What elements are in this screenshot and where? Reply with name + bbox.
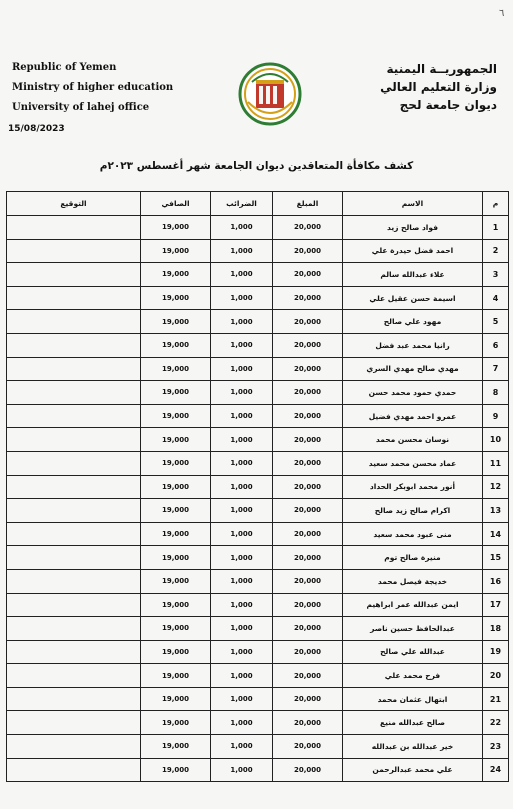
row-signature xyxy=(7,428,141,452)
row-signature xyxy=(7,617,141,641)
row-name: نوسان محسن محمد xyxy=(343,428,483,452)
row-tax: 1,000 xyxy=(211,735,273,759)
row-number: 24 xyxy=(483,758,509,782)
table-row xyxy=(7,499,509,523)
document-title: كشف مكافأة المتعاقدين ديوان الجامعة شهر أغسطس ٢٠٢٣م xyxy=(99,160,414,172)
row-name: أنور محمد ابوبكر الحداد xyxy=(343,475,483,499)
row-name: مهود علي صالح xyxy=(343,310,483,334)
table-row xyxy=(7,381,509,405)
university-emblem-icon xyxy=(238,62,302,126)
table-header-row xyxy=(7,192,509,216)
row-net: 19,000 xyxy=(141,711,211,735)
row-signature xyxy=(7,546,141,570)
row-net: 19,000 xyxy=(141,499,211,523)
row-signature xyxy=(7,286,141,310)
row-name: ايمن عبدالله عمر ابراهيم xyxy=(343,593,483,617)
page-number: ٦ xyxy=(499,8,505,19)
row-number: 17 xyxy=(483,593,509,617)
table-row xyxy=(7,286,509,310)
row-name: خديجة فيصل محمد xyxy=(343,569,483,593)
row-number: 20 xyxy=(483,664,509,688)
row-tax: 1,000 xyxy=(211,239,273,263)
row-signature xyxy=(7,263,141,287)
row-signature xyxy=(7,333,141,357)
row-name: عماد محسن محمد سعيد xyxy=(343,451,483,475)
row-signature xyxy=(7,381,141,405)
row-net: 19,000 xyxy=(141,216,211,240)
row-tax: 1,000 xyxy=(211,381,273,405)
row-name: صالح عبدالله منيع xyxy=(343,711,483,735)
table-row xyxy=(7,216,509,240)
row-name: حمدي حمود محمد حسن xyxy=(343,381,483,405)
row-name: فواد صالح زيد xyxy=(343,216,483,240)
row-amount: 20,000 xyxy=(273,593,343,617)
row-name: منيرة صالح توم xyxy=(343,546,483,570)
row-net: 19,000 xyxy=(141,286,211,310)
row-tax: 1,000 xyxy=(211,216,273,240)
row-number: 16 xyxy=(483,569,509,593)
row-amount: 20,000 xyxy=(273,263,343,287)
row-tax: 1,000 xyxy=(211,263,273,287)
row-signature xyxy=(7,499,141,523)
row-number: 10 xyxy=(483,428,509,452)
row-amount: 20,000 xyxy=(273,735,343,759)
row-number: 19 xyxy=(483,640,509,664)
payment-table xyxy=(6,191,509,782)
row-net: 19,000 xyxy=(141,404,211,428)
table-row xyxy=(7,522,509,546)
row-signature xyxy=(7,404,141,428)
row-net: 19,000 xyxy=(141,263,211,287)
row-net: 19,000 xyxy=(141,617,211,641)
table-row xyxy=(7,475,509,499)
document-date: 15/08/2023 xyxy=(8,124,65,134)
row-signature xyxy=(7,593,141,617)
row-net: 19,000 xyxy=(141,640,211,664)
row-name: مهدي صالح مهدي السري xyxy=(343,357,483,381)
row-net: 19,000 xyxy=(141,357,211,381)
table-row xyxy=(7,735,509,759)
row-tax: 1,000 xyxy=(211,333,273,357)
english-header-line-1: Republic of Yemen xyxy=(12,62,117,73)
row-tax: 1,000 xyxy=(211,499,273,523)
row-number: 8 xyxy=(483,381,509,405)
table-row xyxy=(7,711,509,735)
row-signature xyxy=(7,735,141,759)
row-tax: 1,000 xyxy=(211,593,273,617)
header-signature: التوقيع xyxy=(7,192,141,216)
row-tax: 1,000 xyxy=(211,286,273,310)
row-tax: 1,000 xyxy=(211,687,273,711)
row-net: 19,000 xyxy=(141,522,211,546)
row-number: 2 xyxy=(483,239,509,263)
row-amount: 20,000 xyxy=(273,758,343,782)
row-net: 19,000 xyxy=(141,687,211,711)
header-no: م xyxy=(483,192,509,216)
row-amount: 20,000 xyxy=(273,333,343,357)
row-tax: 1,000 xyxy=(211,758,273,782)
row-name: علاء عبدالله سالم xyxy=(343,263,483,287)
row-tax: 1,000 xyxy=(211,617,273,641)
row-tax: 1,000 xyxy=(211,310,273,334)
row-amount: 20,000 xyxy=(273,499,343,523)
row-amount: 20,000 xyxy=(273,546,343,570)
row-name: عبدالله علي صالح xyxy=(343,640,483,664)
row-number: 15 xyxy=(483,546,509,570)
row-signature xyxy=(7,687,141,711)
row-name: اسيمة حسن عقيل علي xyxy=(343,286,483,310)
row-amount: 20,000 xyxy=(273,617,343,641)
row-net: 19,000 xyxy=(141,428,211,452)
row-tax: 1,000 xyxy=(211,569,273,593)
arabic-header-line-2: وزارة التعليم العالي xyxy=(380,80,497,94)
row-number: 18 xyxy=(483,617,509,641)
table-body xyxy=(7,216,509,782)
row-amount: 20,000 xyxy=(273,451,343,475)
row-number: 22 xyxy=(483,711,509,735)
header-tax: الضرائب xyxy=(211,192,273,216)
table-row xyxy=(7,640,509,664)
english-header-line-2: Ministry of higher education xyxy=(12,82,174,93)
row-number: 13 xyxy=(483,499,509,523)
row-number: 5 xyxy=(483,310,509,334)
row-amount: 20,000 xyxy=(273,640,343,664)
row-number: 7 xyxy=(483,357,509,381)
row-amount: 20,000 xyxy=(273,357,343,381)
table-row xyxy=(7,404,509,428)
row-signature xyxy=(7,711,141,735)
table-row xyxy=(7,333,509,357)
row-number: 12 xyxy=(483,475,509,499)
table-row xyxy=(7,239,509,263)
arabic-header-line-1: الجمهوريــة اليمنية xyxy=(386,62,497,76)
row-name: ابتهال عثمان محمد xyxy=(343,687,483,711)
table-row xyxy=(7,357,509,381)
row-tax: 1,000 xyxy=(211,664,273,688)
row-amount: 20,000 xyxy=(273,522,343,546)
row-signature xyxy=(7,640,141,664)
row-amount: 20,000 xyxy=(273,475,343,499)
header-name: الاسم xyxy=(343,192,483,216)
row-signature xyxy=(7,451,141,475)
row-number: 14 xyxy=(483,522,509,546)
row-name: احمد فضل حيدرة علي xyxy=(343,239,483,263)
row-name: رانيا محمد عبد فضل xyxy=(343,333,483,357)
row-number: 9 xyxy=(483,404,509,428)
table-row xyxy=(7,428,509,452)
row-tax: 1,000 xyxy=(211,451,273,475)
table-row xyxy=(7,263,509,287)
row-net: 19,000 xyxy=(141,333,211,357)
row-signature xyxy=(7,664,141,688)
row-tax: 1,000 xyxy=(211,546,273,570)
english-letterhead xyxy=(12,58,173,118)
row-amount: 20,000 xyxy=(273,664,343,688)
row-name: علي محمد عبدالرحمن xyxy=(343,758,483,782)
row-name: اكرام صالح زيد صالح xyxy=(343,499,483,523)
table-row xyxy=(7,664,509,688)
row-signature xyxy=(7,758,141,782)
row-signature xyxy=(7,357,141,381)
row-tax: 1,000 xyxy=(211,711,273,735)
row-name: عمرو احمد مهدي فضيل xyxy=(343,404,483,428)
row-net: 19,000 xyxy=(141,475,211,499)
row-net: 19,000 xyxy=(141,239,211,263)
row-net: 19,000 xyxy=(141,593,211,617)
row-net: 19,000 xyxy=(141,664,211,688)
row-net: 19,000 xyxy=(141,569,211,593)
row-name: خير عبدالله بن عبدالله xyxy=(343,735,483,759)
row-number: 3 xyxy=(483,263,509,287)
table-row xyxy=(7,569,509,593)
table-row xyxy=(7,451,509,475)
row-signature xyxy=(7,310,141,334)
row-tax: 1,000 xyxy=(211,640,273,664)
row-amount: 20,000 xyxy=(273,687,343,711)
table-row xyxy=(7,593,509,617)
row-number: 1 xyxy=(483,216,509,240)
row-signature xyxy=(7,522,141,546)
table-row xyxy=(7,687,509,711)
row-signature xyxy=(7,475,141,499)
row-amount: 20,000 xyxy=(273,428,343,452)
row-net: 19,000 xyxy=(141,451,211,475)
row-amount: 20,000 xyxy=(273,711,343,735)
row-amount: 20,000 xyxy=(273,569,343,593)
row-name: فرح محمد علي xyxy=(343,664,483,688)
row-signature xyxy=(7,216,141,240)
arabic-header-line-3: ديوان جامعة لحج xyxy=(399,98,497,112)
row-number: 11 xyxy=(483,451,509,475)
header-amount: المبلغ xyxy=(273,192,343,216)
row-number: 21 xyxy=(483,687,509,711)
row-tax: 1,000 xyxy=(211,357,273,381)
table-row xyxy=(7,617,509,641)
table-row xyxy=(7,758,509,782)
row-signature xyxy=(7,569,141,593)
row-amount: 20,000 xyxy=(273,239,343,263)
row-name: منى عبود محمد سعيد xyxy=(343,522,483,546)
row-tax: 1,000 xyxy=(211,404,273,428)
row-tax: 1,000 xyxy=(211,522,273,546)
table-row xyxy=(7,546,509,570)
english-header-line-3: University of lahej office xyxy=(12,102,150,113)
table-row xyxy=(7,310,509,334)
row-number: 23 xyxy=(483,735,509,759)
row-signature xyxy=(7,239,141,263)
row-number: 6 xyxy=(483,333,509,357)
header-net: الصافي xyxy=(141,192,211,216)
row-net: 19,000 xyxy=(141,546,211,570)
row-net: 19,000 xyxy=(141,758,211,782)
row-amount: 20,000 xyxy=(273,381,343,405)
row-amount: 20,000 xyxy=(273,404,343,428)
row-net: 19,000 xyxy=(141,381,211,405)
row-tax: 1,000 xyxy=(211,475,273,499)
row-amount: 20,000 xyxy=(273,310,343,334)
row-tax: 1,000 xyxy=(211,428,273,452)
arabic-letterhead xyxy=(380,60,497,114)
row-name: عبدالحافظ حسين ناصر xyxy=(343,617,483,641)
row-amount: 20,000 xyxy=(273,216,343,240)
row-number: 4 xyxy=(483,286,509,310)
row-amount: 20,000 xyxy=(273,286,343,310)
row-net: 19,000 xyxy=(141,310,211,334)
row-net: 19,000 xyxy=(141,735,211,759)
